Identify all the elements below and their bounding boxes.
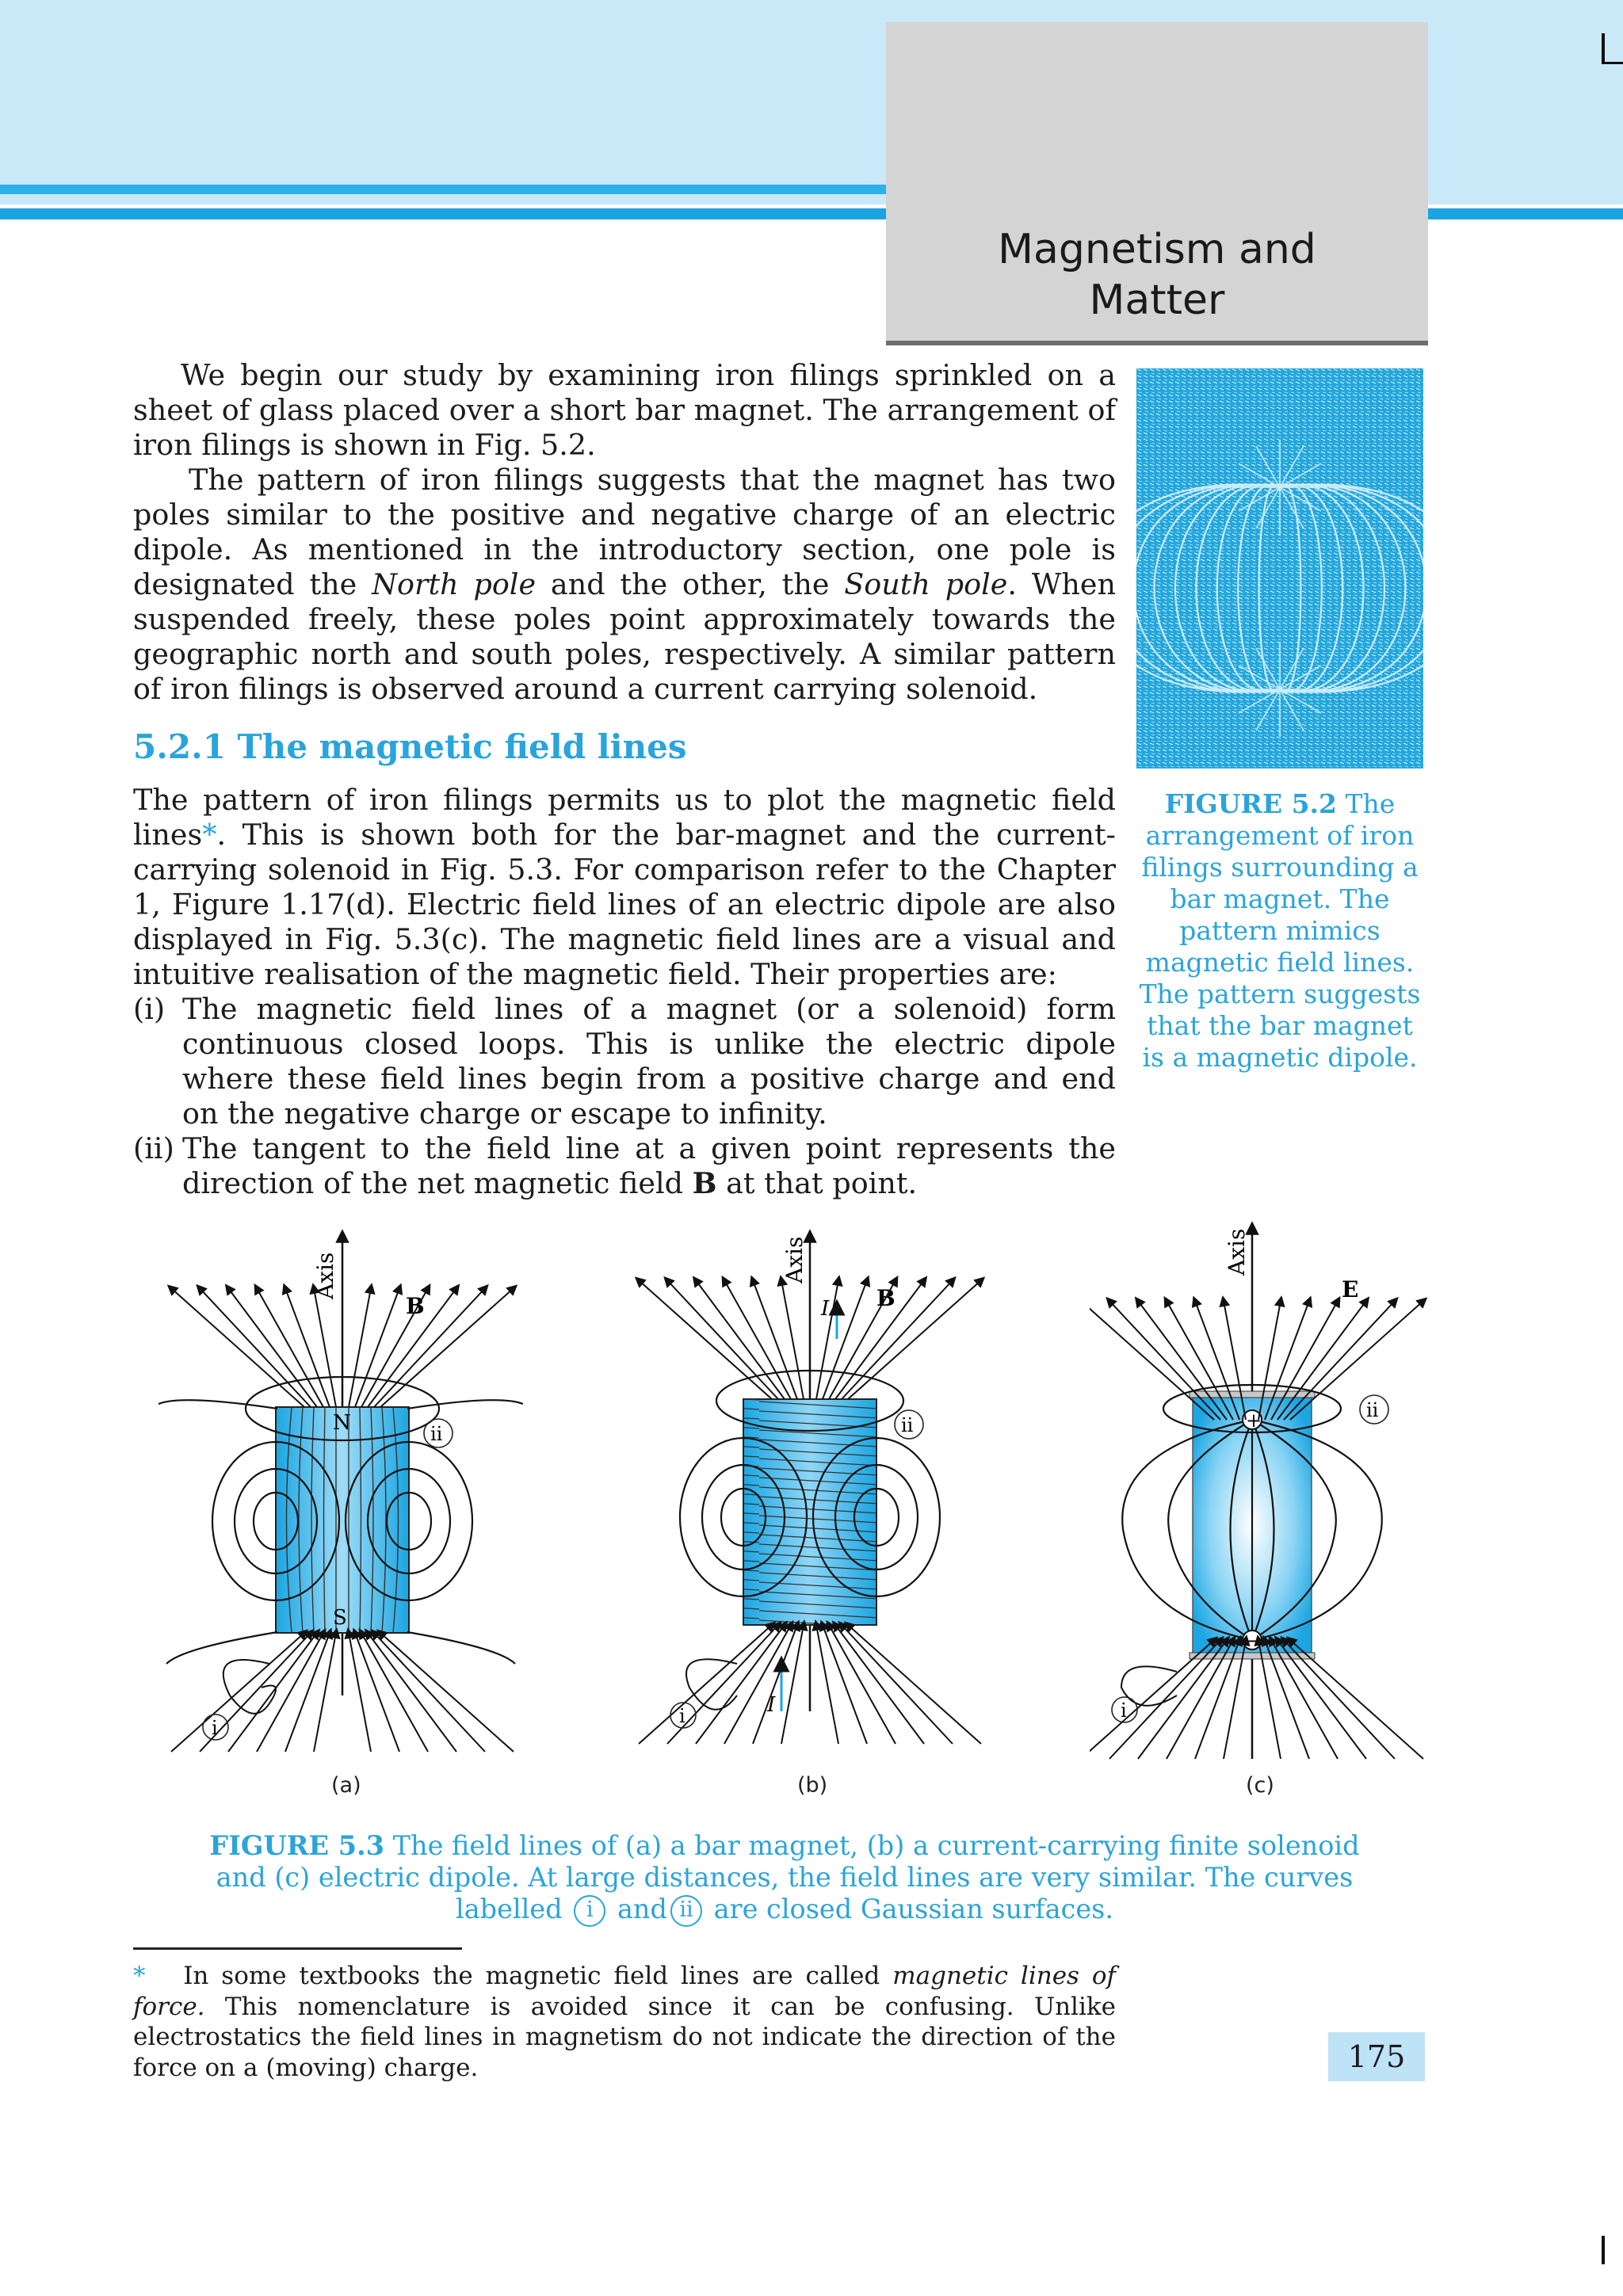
crop-mark-bottom-right (1602, 2236, 1605, 2264)
surface-ii-label: ii (901, 1414, 914, 1436)
page-number: 175 (1328, 2032, 1425, 2081)
current-label-top: I (821, 1297, 830, 1321)
surface-i-label: i (1121, 1699, 1127, 1722)
gaussian-surface-i-symbol: i (574, 1895, 605, 1927)
list-item: (ii) The tangent to the field line at a given point represents the direction of the net magnetic field B at that point. (133, 1131, 1116, 1200)
paragraph-3: The pattern of iron filings permits us to plot the magnetic field lines*. This is shown both for the bar-magnet and the current-carrying solenoid in Fig. 5.3. For comparison refer to the Chapter 1, Figure 1.17(d). Electric field lines of an electric dipole are also displayed in Fig. 5.3(c). The magnetic field lines are a visual and intuitive realisation of the magnetic field. Their properties are: (133, 783, 1116, 991)
surface-ii-label: ii (1366, 1399, 1379, 1421)
intro-text (133, 358, 1116, 707)
paragraph-1: We begin our study by examining iron filings sprinkled on a sheet of glass placed over a short bar magnet. The arrangement of iron filings is shown in Fig. 5.2. (133, 358, 1116, 462)
subfigure-label-c: (c) (1246, 1773, 1274, 1798)
field-label-b: B (406, 1293, 425, 1319)
iron-filings-photo (1136, 368, 1423, 769)
header-stripe-thin (0, 185, 888, 194)
footnote: * In some textbooks the magnetic field lines are called magnetic lines of force. This nomenclature is avoided since it can be confusing. Unlike electrostatics the field lines in magnetism do not indicate the direction of the force on a (moving) charge. (133, 1962, 1116, 2082)
figure-5-3-label: FIGURE 5.3 (209, 1830, 385, 1861)
crop-mark-top-right (1602, 33, 1605, 62)
figure-5-2-label: FIGURE 5.2 (1164, 788, 1337, 819)
list-item: (i) The magnetic field lines of a magnet (or a solenoid) form continuous closed loops. This is unlike the electric dipole where these field lines begin from a positive charge and end on the negative charge or escape to infinity. (133, 992, 1116, 1131)
footnote-marker[interactable]: * (202, 818, 217, 852)
field-label-e: E (1342, 1276, 1359, 1302)
field-label-b: B (876, 1285, 896, 1311)
chapter-title-box (886, 22, 1428, 345)
axis-label: Axis (781, 1236, 808, 1283)
footnote-star: * (133, 1962, 146, 1990)
gaussian-surface-ii-symbol: ii (670, 1895, 702, 1927)
crop-mark-top-right-h (1602, 62, 1623, 64)
current-label-bottom: I (767, 1693, 776, 1717)
figure-5-3-b (626, 1220, 991, 1767)
surface-i-label: i (679, 1705, 685, 1727)
north-pole-term: North pole (372, 567, 537, 601)
subfigure-label-a: (a) (331, 1773, 361, 1798)
axis-label: Axis (1224, 1228, 1250, 1276)
positive-charge: + (1246, 1409, 1262, 1432)
figure-5-2-caption: FIGURE 5.2 The arrangement of iron filings surrounding a bar magnet. The pattern mimics magnetic field lines. The pattern suggests that the bar magnet is a magnetic dipole. (1139, 788, 1421, 1073)
field-symbol-b: B (692, 1166, 717, 1200)
figure-5-3-c (1090, 1212, 1454, 1767)
north-pole-label: N (333, 1411, 351, 1435)
section-heading: 5.2.1 The magnetic field lines (133, 727, 687, 766)
figure-5-3-a (158, 1220, 523, 1767)
south-pole-label: S (333, 1606, 347, 1630)
negative-charge: − (1247, 1630, 1263, 1652)
figure-5-3-caption: FIGURE 5.3 The field lines of (a) a bar magnet, (b) a current-carrying finite solenoid and (c) electric dipole. At large distances, the field lines are very similar. The curves labelled i and ii are closed Gaussian surfaces. (190, 1830, 1379, 1927)
chapter-title: Magnetism and Matter (998, 226, 1316, 324)
south-pole-term: South pole (844, 567, 1008, 601)
axis-label: Axis (312, 1252, 338, 1299)
subfigure-label-b: (b) (797, 1773, 828, 1798)
surface-ii-label: ii (430, 1423, 443, 1445)
section-text (133, 783, 1116, 1201)
paragraph-2: The pattern of iron filings suggests that the magnet has two poles similar to the positive and negative charge of an electric dipole. As mentioned in the introductory section, one pole is designated the North pole and the other, the South pole. When suspended freely, these poles point approximately towards the geographic north and south poles, respectively. A similar pattern of iron filings is observed around a current carrying solenoid. (133, 463, 1116, 706)
footnote-rule (133, 1947, 462, 1950)
surface-i-label: i (212, 1717, 218, 1739)
